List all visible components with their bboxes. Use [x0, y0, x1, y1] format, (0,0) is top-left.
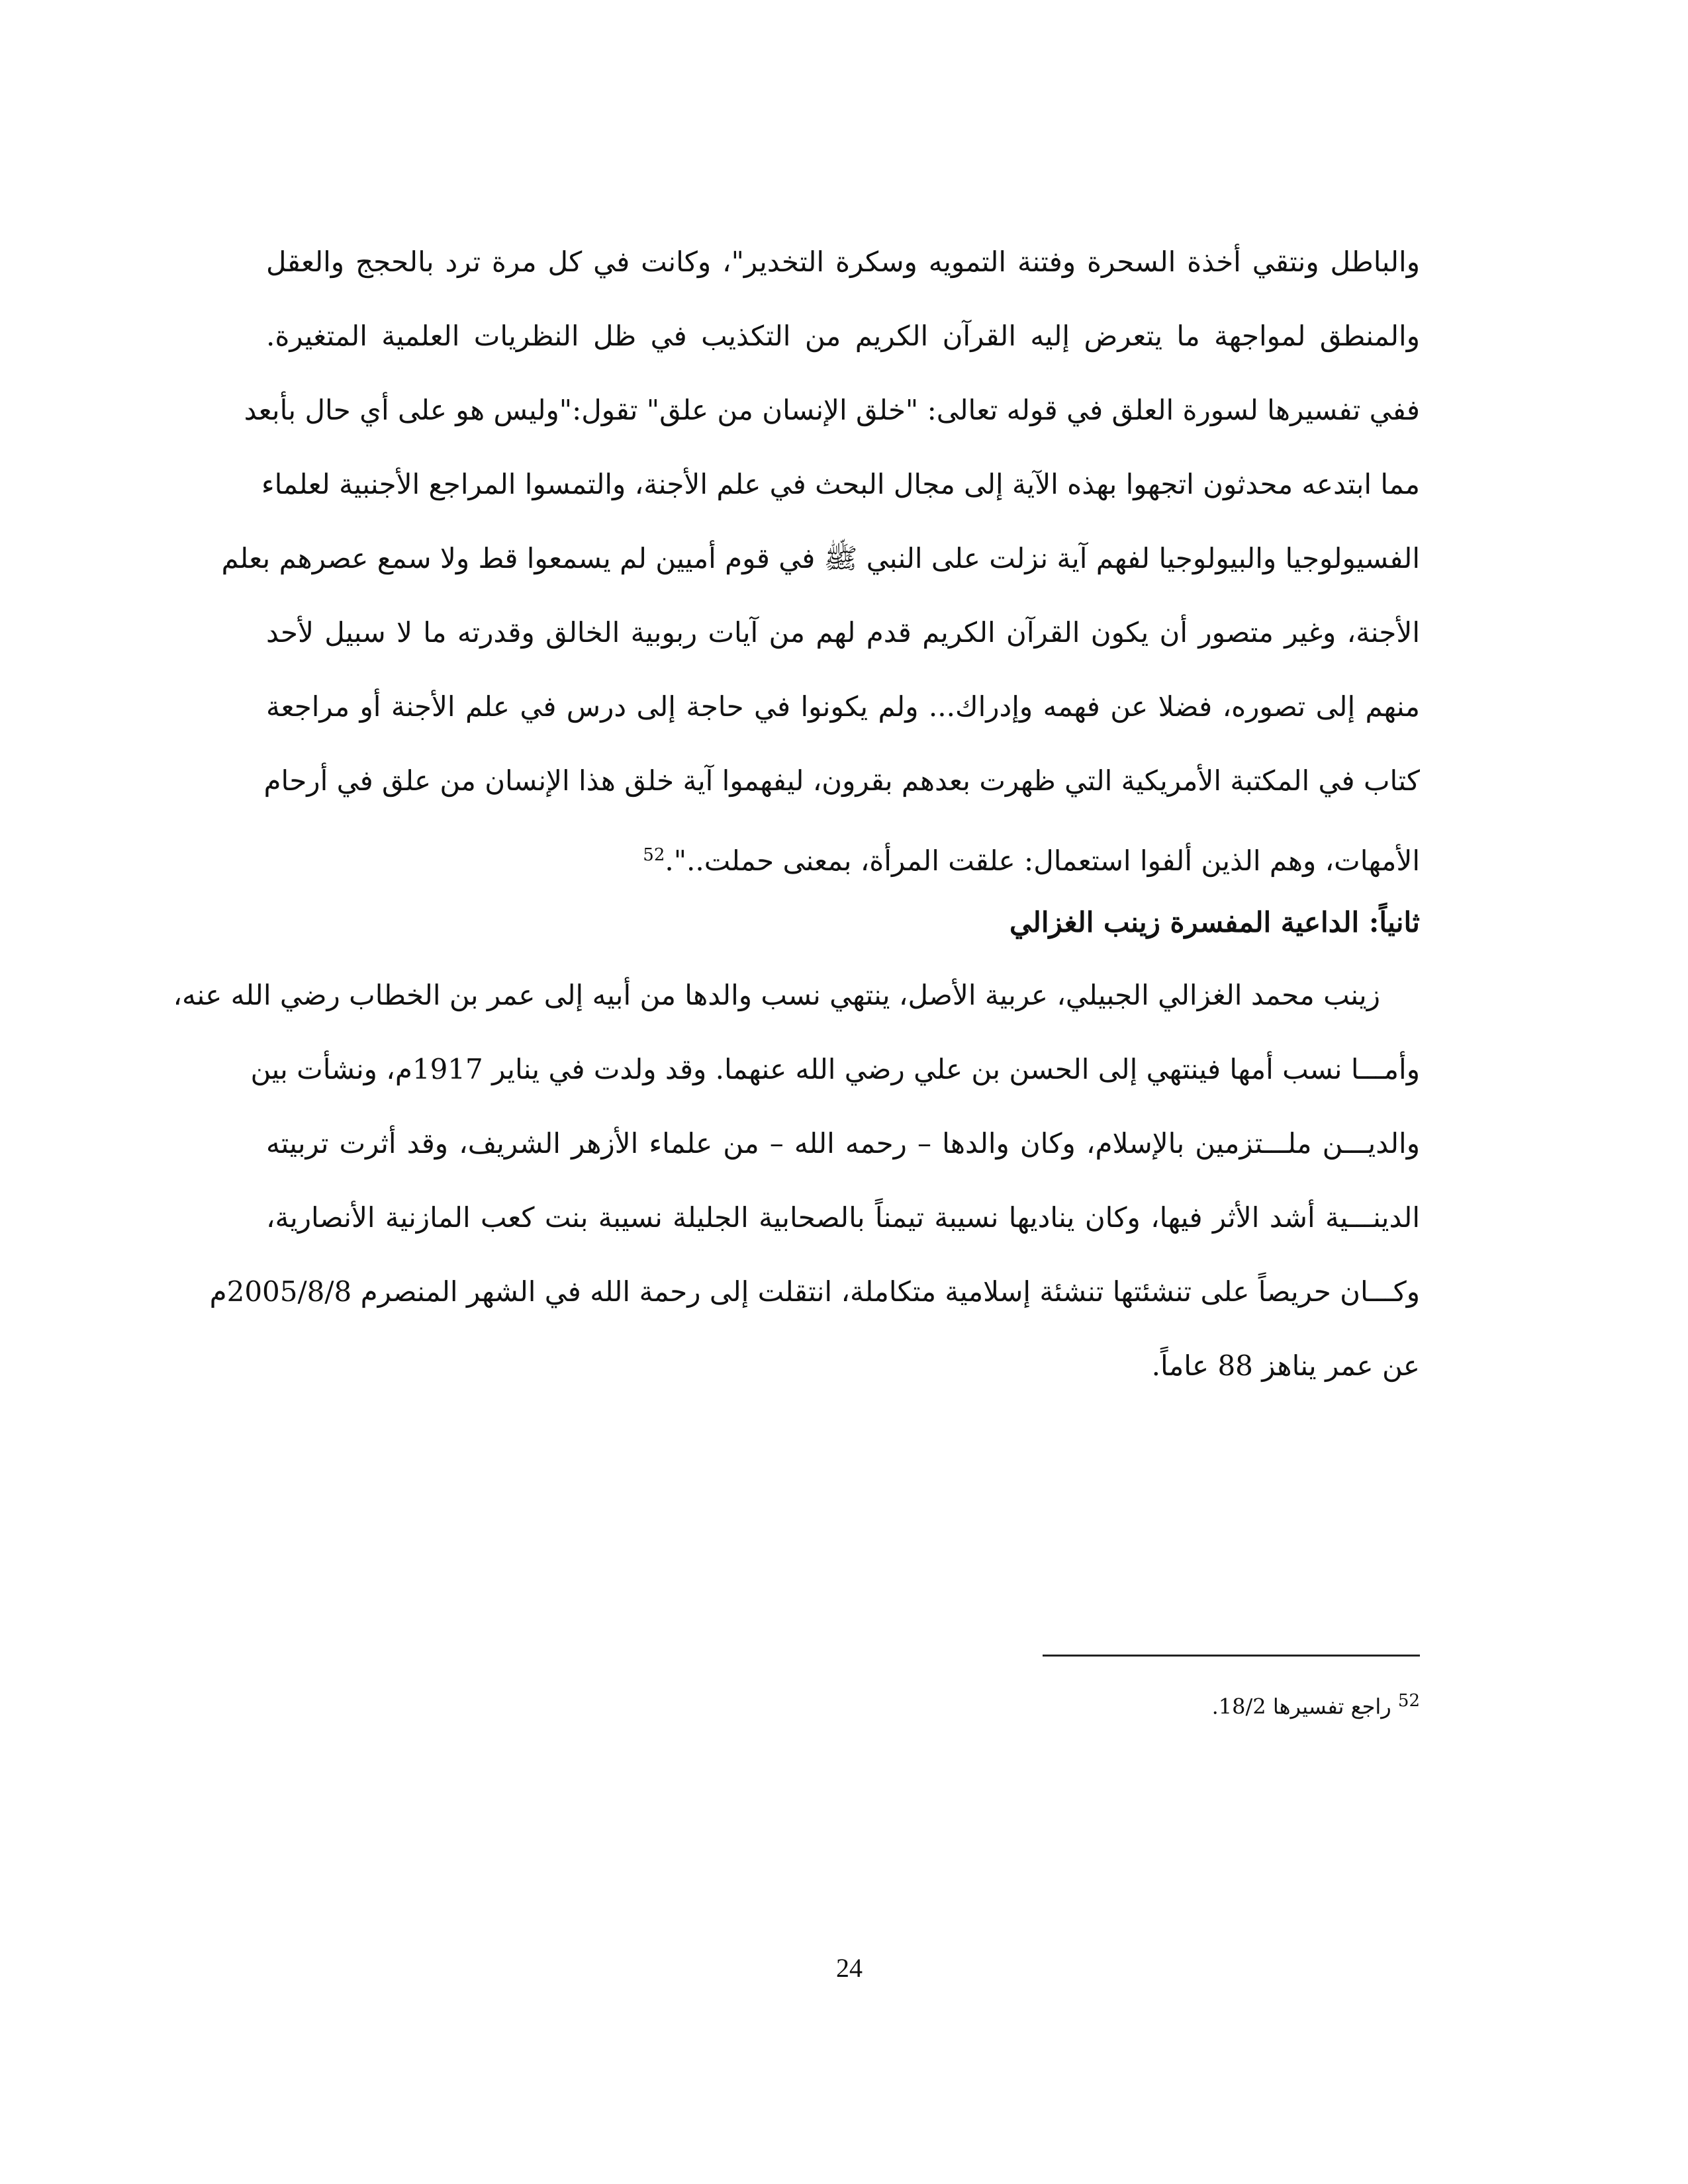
text-line: الأجنة، وغير متصور أن يكون القرآن الكريم قدم لهم من آيات ربوبية الخالق وقدرته ما لا سبيل لأحد: [266, 616, 1420, 649]
text-line: ففي تفسيرها لسورة العلق في قوله تعالى: "خلق الإنسان من علق" تقول:"وليس هو على أي حال بأبعد: [244, 394, 1420, 426]
footnote-number: 52: [1397, 1691, 1420, 1711]
text-line: والمنطق لمواجهة ما يتعرض إليه القرآن الكريم من التكذيب في ظل النظريات العلمية المتغيرة.: [266, 320, 1420, 352]
text-line: منهم إلى تصوره، فضلا عن فهمه وإدراك... ولم يكونوا في حاجة إلى درس في علم الأجنة أو مراجعة: [266, 690, 1420, 723]
footnote: [728, 1691, 1420, 1719]
text-line: وأمـــا نسب أمها فينتهي إلى الحسن بن علي رضي الله عنهما. وقد ولدت في يناير 1917م، ونشأت بين: [250, 1053, 1420, 1085]
text-line: الدينـــية أشد الأثر فيها، وكان يناديها نسيبة تيمناً بالصحابية الجليلة نسيبة بنت كعب المازنية الأنصارية،: [266, 1201, 1420, 1234]
text-line: كتاب في المكتبة الأمريكية التي ظهرت بعدهم بقرون، ليفهموا آية خلق هذا الإنسان من علق في أرحام: [263, 764, 1420, 797]
text-line: مما ابتدعه محدثون اتجهوا بهذه الآية إلى مجال البحث في علم الأجنة، والتمسوا المراجع الأجنبية لعلماء: [261, 468, 1420, 500]
text-line: عن عمر يناهز 88 عاماً.: [1151, 1349, 1420, 1382]
footnote-divider: [1043, 1655, 1420, 1657]
text-line-text: الأمهات، وهم الذين ألفوا استعمال: علقت المرأة، بمعنى حملت..".: [665, 844, 1420, 877]
text-line: الفسيولوجيا والبيولوجيا لفهم آية نزلت على النبي ﷺ في قوم أميين لم يسمعوا قط ولا سمع عصرهم بعلم: [221, 542, 1420, 574]
text-line: وكـــان حريصاً على تنشئتها تنشئة إسلامية متكاملة، انتقلت إلى رحمة الله في الشهر المنصرم 2005/8/8م: [209, 1275, 1420, 1308]
text-line: زينب محمد الغزالي الجبيلي، عربية الأصل، ينتهي نسب والدها من أبيه إلى عمر بن الخطاب رضي الله عنه،: [173, 979, 1380, 1011]
text-line-last: [266, 835, 1420, 881]
text-line: والديـــن ملـــتزمين بالإسلام، وكان والدها – رحمه الله – من علماء الأزهر الشريف، وقد أثرت تربيته: [266, 1127, 1420, 1160]
footnote-ref[interactable]: 52: [643, 845, 665, 865]
page-number: 24: [836, 1953, 863, 1983]
section-heading: ثانياً: الداعية المفسرة زينب الغزالي: [1009, 906, 1420, 938]
text-line: والباطل ونتقي أخذة السحرة وفتنة التمويه وسكرة التخدير"، وكانت في كل مرة ترد بالحجج والعقل: [266, 246, 1420, 278]
footnote-text: راجع تفسيرها 18/2.: [1211, 1694, 1391, 1719]
